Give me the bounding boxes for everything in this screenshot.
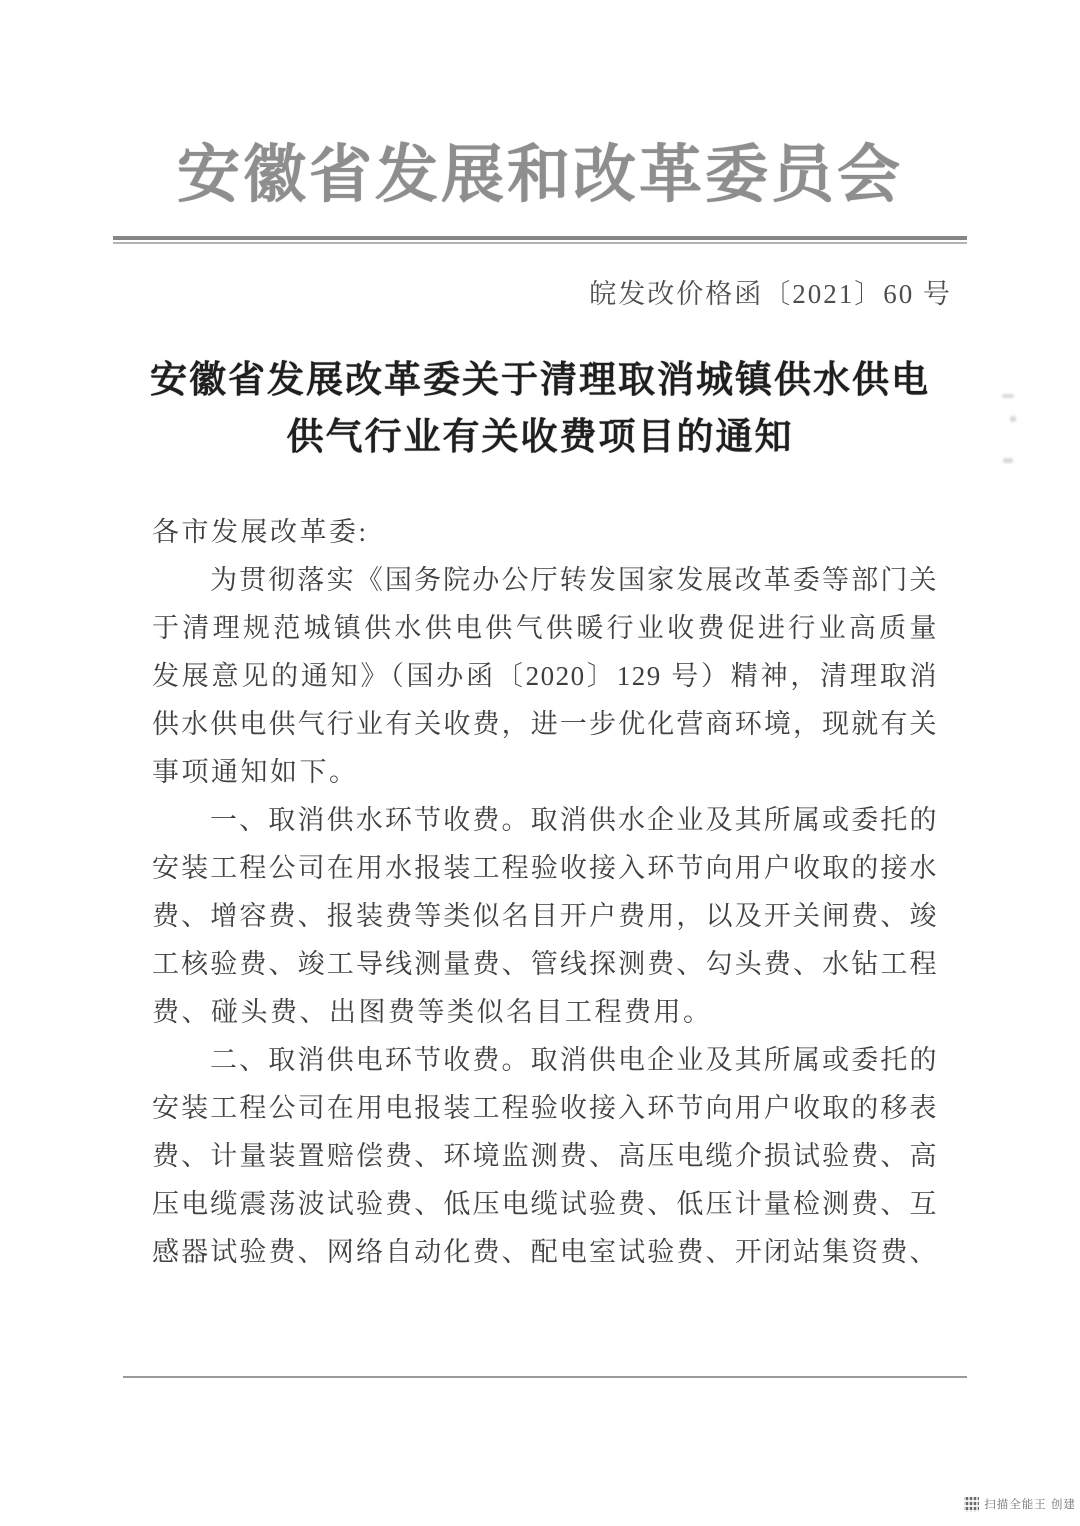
salutation: 各市发展改革委: [152,517,369,547]
body-line: 费、增容费、报装费等类似名目开户费用，以及开关闸费、竣 [152,901,938,931]
document-title [0,352,1080,466]
body-line: 压电缆震荡波试验费、低压电缆试验费、低压计量检测费、互 [152,1189,938,1219]
document-title-line2: 供气行业有关收费项目的通知 [286,417,794,458]
body-line: 事项通知如下。 [152,757,359,787]
body-line: 费、计量装置赔偿费、环境监测费、高压电缆介损试验费、高 [152,1141,938,1171]
camscanner-watermark [964,1496,1076,1512]
document-number: 皖发改价格函〔2021〕60 号 [589,279,952,309]
body-line: 供水供电供气行业有关收费，进一步优化营商环境，现就有关 [152,709,938,739]
body-line: 工核验费、竣工导线测量费、管线探测费、勾头费、水钻工程 [152,949,938,979]
body-line: 费、碰头费、出图费等类似名目工程费用。 [152,997,713,1027]
body-line: 为贯彻落实《国务院办公厅转发国家发展改革委等部门关 [210,565,938,595]
camscanner-watermark-text: 扫描全能王 创建 [984,1499,1076,1511]
document-title-line1: 安徽省发展改革委关于清理取消城镇供水供电 [150,360,930,401]
body-line: 二、取消供电环节收费。取消供电企业及其所属或委托的 [210,1045,938,1075]
scan-artifact [1003,458,1013,463]
body-line: 安装工程公司在用水报装工程验收接入环节向用户收取的接水 [152,853,938,883]
body-line: 一、取消供水环节收费。取消供水企业及其所属或委托的 [210,805,938,835]
letterhead-divider [113,236,967,244]
body-line: 感器试验费、网络自动化费、配电室试验费、开闭站集资费、 [152,1237,938,1267]
body-line: 安装工程公司在用电报装工程验收接入环节向用户收取的移表 [152,1093,938,1123]
qr-code-icon [964,1497,979,1512]
scan-artifact [1002,394,1014,398]
body-line: 发展意见的通知》（国办函〔2020〕129 号）精神，清理取消 [152,661,938,691]
page-bottom-rule [123,1376,967,1378]
body-line: 于清理规范城镇供水供电供气供暖行业收费促进行业高质量 [152,613,938,643]
document-body [152,508,938,1276]
scan-artifact [1010,416,1016,422]
agency-letterhead: 安徽省发展和改革委员会 [177,140,903,210]
